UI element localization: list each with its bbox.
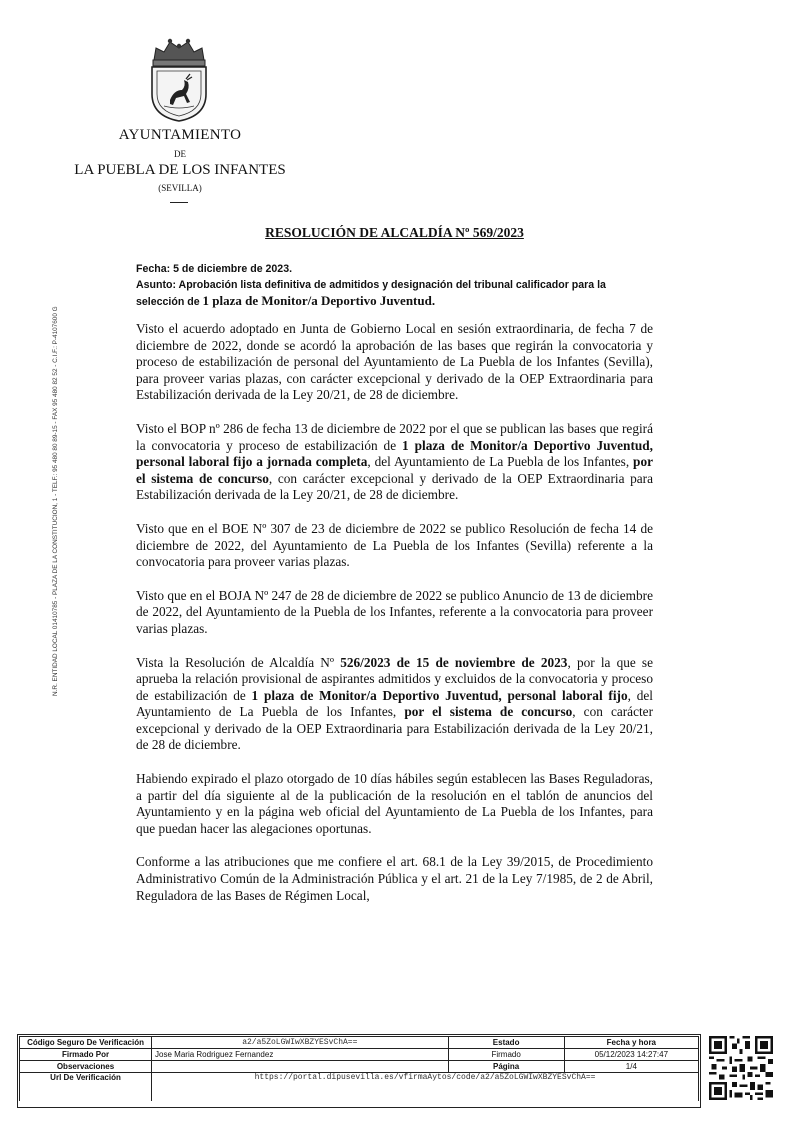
header-ayuntamiento: AYUNTAMIENTO [118, 127, 242, 143]
p5-resolucion: 526/2023 de 15 de noviembre de 2023 [340, 654, 568, 670]
p5-text: Vista la Resolución de Alcaldía Nº [136, 654, 341, 670]
p5-text: , por la que se aprueba la relación provisional de aspirantes admitidos y excluidos de la convocatoria y proceso de estabilización de [136, 654, 653, 703]
document-body [136, 321, 653, 921]
document-title: RESOLUCIÓN DE ALCALDÍA Nº 569/2023 [265, 225, 524, 240]
p5-plaza: 1 plaza de Monitor/a Deportivo Juventud, personal laboral fijo [251, 687, 628, 703]
meta-asunto-plaza: 1 plaza de Monitor/a Deportivo Juventud [202, 293, 432, 308]
csv-value: a2/a5ZoLGWIwXBZYESvChA== [152, 1037, 449, 1049]
vertical-entity-info: N.R. ENTIDAD LOCAL 01410785 - PLAZA DE LA CONSTITUCION, 1 - TELF.: 95 480 80 89-15 - FAX 95 480 82 52 - C.I.F.: P-4107600 G [52, 306, 59, 696]
document-meta [136, 261, 653, 310]
meta-fecha: Fecha: 5 de diciembre de 2023. [136, 263, 293, 275]
paragraph-5 [136, 655, 653, 755]
firmado-value: Jose Maria Rodriguez Fernandez [152, 1049, 449, 1061]
meta-asunto-text: Asunto: Aprobación lista definitiva de admitidos y designación del tribunal calificador para la selección de [136, 279, 606, 308]
coat-of-arms-seal [146, 36, 212, 122]
signature-footer [17, 1034, 701, 1108]
header-municipality: LA PUEBLA DE LOS INFANTES [74, 162, 286, 178]
paragraph-6: Habiendo expirado el plazo otorgado de 10 días hábiles según establecen las Bases Reguladoras, a partir del día siguiente al de la publicación de la resolución en el tablón de anuncios del Ayuntamiento y en la página web oficial del Ayuntamiento de La Puebla de los Infantes, para que puedan hacer las alegaciones oportunas. [136, 771, 653, 836]
observaciones-value [152, 1061, 449, 1073]
header-de: DE [174, 149, 186, 159]
estado-label: Estado [448, 1037, 564, 1049]
fecha-label: Fecha y hora [564, 1037, 698, 1049]
p2-text: , del Ayuntamiento de La Puebla de los Infantes, [367, 454, 634, 470]
observaciones-label: Observaciones [20, 1061, 152, 1073]
paragraph-4: Visto que en el BOJA Nº 247 de 28 de diciembre de 2022 se publico Anuncio de 13 de diciembre de 2022, del Ayuntamiento de la Puebla de los Infantes, referente a la convocatoria para proveer varias plazas. [136, 587, 653, 636]
url-label: Url De Verificación [20, 1073, 152, 1102]
url-value[interactable]: https://portal.dipusevilla.es/vfirmaAytos/code/a2/a5ZoLGWIwXBZYESvChA== [152, 1073, 699, 1102]
meta-asunto [136, 277, 653, 310]
p2-text: , con carácter excepcional y derivado de la OEP Extraordinaria para Estabilización derivada de la Ley 20/21, de 28 de diciembre. [136, 470, 653, 503]
header-province: (SEVILLA) [158, 183, 202, 193]
header-divider [170, 202, 188, 203]
meta-asunto-end: . [431, 293, 436, 308]
paragraph-2 [136, 421, 653, 504]
qr-code-icon [709, 1036, 773, 1100]
paragraph-3: Visto que en el BOE Nº 307 de 23 de diciembre de 2022 se publico Resolución de fecha 14 de diciembre de 2022, del Ayuntamiento de La Puebla de los Infantes (Sevilla) referente a la convocatoria para proveer varias plazas. [136, 520, 653, 570]
p5-text: , del Ayuntamiento de La Puebla de los Infantes, [136, 687, 653, 720]
pagina-label: Página [448, 1061, 564, 1073]
p2-text: Visto el BOP nº 286 de fecha 13 de diciembre de 2022 por el que se publican las bases que regirá la convocatoria y proceso de estabilización de [136, 420, 653, 453]
paragraph-7: Conforme a las atribuciones que me confiere el art. 68.1 de la Ley 39/2015, de Procedimiento Administrativo Común de la Administración Pública y el art. 21 de la Ley 7/1985, de 2 de Abril, Reguladora de las Bases de Régimen Local, [136, 854, 653, 903]
paragraph-1: Visto el acuerdo adoptado en Junta de Gobierno Local en sesión extraordinaria, de fecha 7 de diciembre de 2022, donde se acordó la aprobación de las bases que regirán la convocatoria y proceso de estabilización de personal del Ayuntamiento de La Puebla de los Infantes (Sevilla), para proveer varias plazas, con carácter excepcional y derivado de la OEP Extraordinaria para Estabilización derivada de la Ley 20/21, de 28 de diciembre. [136, 321, 653, 403]
fecha-value: 05/12/2023 14:27:47 [564, 1049, 698, 1061]
estado-value: Firmado [448, 1049, 564, 1061]
firmado-label: Firmado Por [20, 1049, 152, 1061]
p2-plaza: 1 plaza de Monitor/a Deportivo Juventud, personal laboral fijo a jornada completa [136, 437, 653, 470]
p5-sistema: por el sistema de concurso [404, 704, 573, 720]
csv-label: Código Seguro De Verificación [20, 1037, 152, 1049]
pagina-value: 1/4 [564, 1061, 698, 1073]
signature-table [19, 1036, 699, 1101]
p5-text: , con carácter excepcional y derivado de la OEP Extraordinaria para Estabilización derivada de la Ley 20/21, de 28 de diciembre. [136, 704, 654, 753]
p2-sistema: por el sistema de concurso [136, 454, 653, 486]
